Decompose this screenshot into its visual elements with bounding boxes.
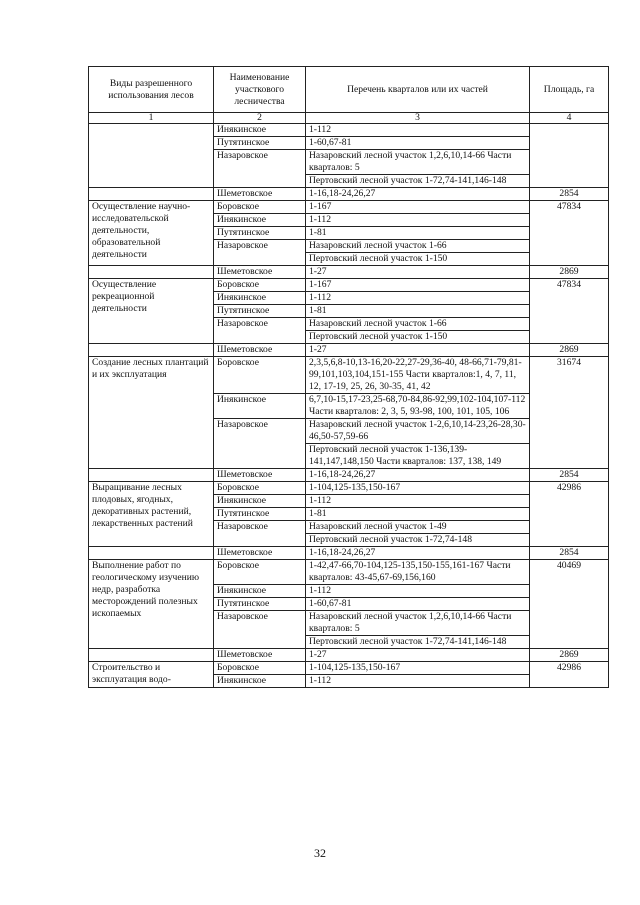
quarters-cell: 1-112: [306, 292, 530, 305]
quarters-cell: 1-16,18-24,26,27: [306, 469, 530, 482]
area-cell: 47834: [530, 279, 609, 344]
forestry-cell: Боровское: [214, 662, 306, 675]
quarters-cell: 1-112: [306, 214, 530, 227]
quarters-cell: Назаровский лесной участок 1-66: [306, 318, 530, 331]
area-cell: 2869: [530, 344, 609, 357]
forestry-cell: Назаровское: [214, 150, 306, 188]
table-row: [89, 662, 609, 675]
quarters-cell: 1-60,67-81: [306, 137, 530, 150]
forestry-cell: Назаровское: [214, 419, 306, 469]
column-number-row: [89, 113, 609, 124]
header-forestry: Наименование участкового лесничества: [214, 67, 306, 113]
forestry-cell: Путятинское: [214, 305, 306, 318]
quarters-cell: 1-104,125-135,150-167: [306, 482, 530, 495]
table-row: [89, 279, 609, 292]
use-type-cell: Строительство и эксплуатация водо-: [89, 662, 214, 688]
table-row: [89, 344, 609, 357]
table-body: [89, 124, 609, 688]
area-cell: 2854: [530, 547, 609, 560]
forestry-cell: Путятинское: [214, 227, 306, 240]
forestry-cell: Инякинское: [214, 124, 306, 137]
forestry-cell: Шеметовское: [214, 649, 306, 662]
area-cell: [530, 124, 609, 188]
header-area: Площадь, га: [530, 67, 609, 113]
use-type-cell: [89, 188, 214, 201]
area-cell: 42986: [530, 482, 609, 547]
quarters-cell: 1-81: [306, 227, 530, 240]
forestry-cell: Боровское: [214, 279, 306, 292]
quarters-cell: Назаровский лесной участок 1,2,6,10,14-66 Части кварталов: 5: [306, 150, 530, 175]
quarters-cell: 1-167: [306, 201, 530, 214]
quarters-cell: 1-112: [306, 675, 530, 688]
area-cell: 31674: [530, 357, 609, 469]
quarters-cell: 1-104,125-135,150-167: [306, 662, 530, 675]
quarters-cell: Пертовский лесной участок 1-72,74-141,146-148: [306, 636, 530, 649]
forestry-cell: Боровское: [214, 560, 306, 585]
forestry-cell: Инякинское: [214, 214, 306, 227]
forestry-cell: Шеметовское: [214, 188, 306, 201]
quarters-cell: 1-27: [306, 649, 530, 662]
use-type-cell: Создание лесных плантаций и их эксплуатация: [89, 357, 214, 469]
forestry-cell: Боровское: [214, 357, 306, 394]
quarters-cell: 1-16,18-24,26,27: [306, 547, 530, 560]
quarters-cell: 1-16,18-24,26,27: [306, 188, 530, 201]
header-row: [89, 67, 609, 113]
header-use-type: Виды разрешенного использования лесов: [89, 67, 214, 113]
quarters-cell: 2,3,5,6,8-10,13-16,20-22,27-29,36-40, 48-66,71-79,81-99,101,103,104,151-155 Части кварталов:1, 4, 7, 11, 12, 17-19, 25, 26, 30-35, 41, 42: [306, 357, 530, 394]
area-cell: 42986: [530, 662, 609, 688]
forestry-cell: Путятинское: [214, 598, 306, 611]
quarters-cell: 1-81: [306, 508, 530, 521]
use-type-cell: Осуществление научно-исследовательской деятельности, образовательной деятельности: [89, 201, 214, 266]
table-row: [89, 124, 609, 137]
quarters-cell: 1-112: [306, 495, 530, 508]
use-type-cell: [89, 266, 214, 279]
quarters-cell: 1-112: [306, 585, 530, 598]
page-number: 32: [314, 846, 326, 860]
area-cell: 2869: [530, 649, 609, 662]
forestry-cell: Шеметовское: [214, 547, 306, 560]
table-row: [89, 469, 609, 482]
header-quarters: Перечень кварталов или их частей: [306, 67, 530, 113]
quarters-cell: Пертовский лесной участок 1-136,139-141,147,148,150 Части кварталов: 137, 138, 149: [306, 444, 530, 469]
quarters-cell: 1-42,47-66,70-104,125-135,150-155,161-167 Части кварталов: 43-45,67-69,156,160: [306, 560, 530, 585]
table-row: [89, 560, 609, 585]
quarters-cell: Назаровский лесной участок 1-2,6,10,14-23,26-28,30-46,50-57,59-66: [306, 419, 530, 444]
column-number: 4: [530, 113, 609, 124]
area-cell: 40469: [530, 560, 609, 649]
use-type-cell: Осуществление рекреационной деятельности: [89, 279, 214, 344]
use-type-cell: [89, 649, 214, 662]
use-type-cell: [89, 469, 214, 482]
table-row: [89, 547, 609, 560]
quarters-cell: Назаровский лесной участок 1-49: [306, 521, 530, 534]
quarters-cell: 1-27: [306, 266, 530, 279]
table-row: [89, 201, 609, 214]
forest-use-table: [88, 66, 609, 688]
use-type-cell: Выращивание лесных плодовых, ягодных, декоративных растений, лекарственных растений: [89, 482, 214, 547]
quarters-cell: Пертовский лесной участок 1-72,74-141,146-148: [306, 175, 530, 188]
quarters-cell: 1-167: [306, 279, 530, 292]
use-type-cell: [89, 547, 214, 560]
area-cell: 2869: [530, 266, 609, 279]
quarters-cell: Назаровский лесной участок 1-66: [306, 240, 530, 253]
forestry-cell: Назаровское: [214, 611, 306, 649]
quarters-cell: 1-60,67-81: [306, 598, 530, 611]
quarters-cell: Пертовский лесной участок 1-72,74-148: [306, 534, 530, 547]
forestry-cell: Путятинское: [214, 137, 306, 150]
forestry-cell: Инякинское: [214, 394, 306, 419]
forestry-cell: Инякинское: [214, 675, 306, 688]
forestry-cell: Назаровское: [214, 521, 306, 547]
quarters-cell: Пертовский лесной участок 1-150: [306, 253, 530, 266]
table-row: [89, 482, 609, 495]
forestry-cell: Боровское: [214, 482, 306, 495]
use-type-cell: [89, 344, 214, 357]
forestry-cell: Назаровское: [214, 240, 306, 266]
forestry-cell: Инякинское: [214, 585, 306, 598]
quarters-cell: 1-81: [306, 305, 530, 318]
table-row: [89, 266, 609, 279]
use-type-cell: [89, 124, 214, 188]
column-number: 3: [306, 113, 530, 124]
forestry-cell: Шеметовское: [214, 469, 306, 482]
area-cell: 2854: [530, 188, 609, 201]
area-cell: 47834: [530, 201, 609, 266]
forestry-cell: Инякинское: [214, 495, 306, 508]
forestry-cell: Назаровское: [214, 318, 306, 344]
forestry-cell: Инякинское: [214, 292, 306, 305]
column-number: 1: [89, 113, 214, 124]
quarters-cell: 1-27: [306, 344, 530, 357]
forestry-cell: Боровское: [214, 201, 306, 214]
quarters-cell: Назаровский лесной участок 1,2,6,10,14-66 Части кварталов: 5: [306, 611, 530, 636]
quarters-cell: 6,7,10-15,17-23,25-68,70-84,86-92,99,102-104,107-112 Части кварталов: 2, 3, 5, 93-98, 100, 101, 105, 106: [306, 394, 530, 419]
forestry-cell: Путятинское: [214, 508, 306, 521]
use-type-cell: Выполнение работ по геологическому изучению недр, разработка месторождений полезных ископаемых: [89, 560, 214, 649]
area-cell: 2854: [530, 469, 609, 482]
table-row: [89, 357, 609, 394]
column-number: 2: [214, 113, 306, 124]
table-row: [89, 188, 609, 201]
forestry-cell: Шеметовское: [214, 266, 306, 279]
table-row: [89, 649, 609, 662]
forestry-cell: Шеметовское: [214, 344, 306, 357]
quarters-cell: Пертовский лесной участок 1-150: [306, 331, 530, 344]
quarters-cell: 1-112: [306, 124, 530, 137]
